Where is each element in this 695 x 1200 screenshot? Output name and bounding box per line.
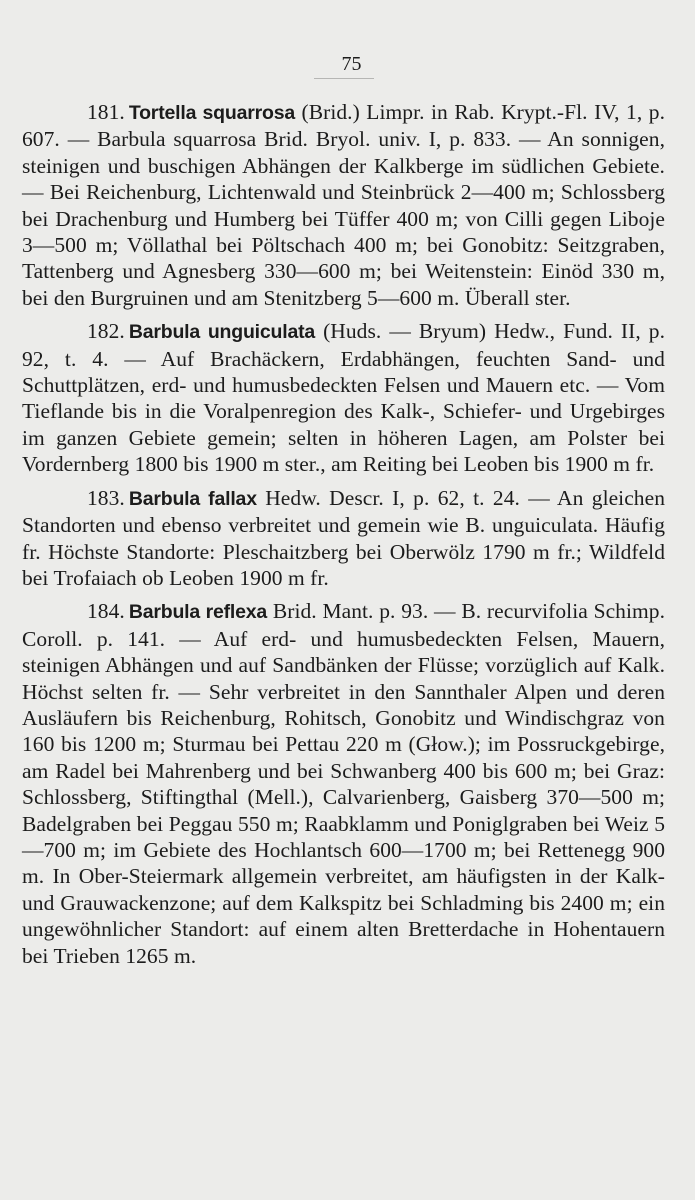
entry-text: Brid. Mant. p. 93. — B. recurvifolia Schimp. Coroll. p. 141. — Auf erd- und humusbedeckten Felsen, Mauern, steinigen Abhängen und auf Sandbänken der Flüsse; vorzüglich auf Kalk. Höchst selten fr. — Sehr verbreitet in den Sannthaler Alpen und deren Ausläufern bis Reichenburg, Rohitsch, Gonobitz und Windischgraz von 160 bis 1200 m; Sturmau bei Pettau 220 m (Głow.); im Possruckgebirge, am Radel bei Mahrenberg und bei Schwanberg 400 bis 600 m; bei Graz: Schlossberg, Stiftingthal (Mell.), Calvarienberg, Gaisberg 370—500 m; Badelgraben bei Peggau 550 m; Raabklamm und Poniglgraben bei Weiz 5—700 m; im Gebiete des Hochlantsch 600—1700 m; bei Rettenegg 900 m. In Ober-Steiermark allgemein verbreitet, am häufigsten in der Kalk- und Grauwackenzone; auf dem Kalkspitz bei Schladming bis 2400 m; ein ungewöhnlicher Standort: auf einem alten Bretterdache in Hohentauern bei Trieben 1265 m. xyxy=(22,599,665,968)
species-entry-182 xyxy=(22,318,665,477)
species-entry-181 xyxy=(22,99,665,311)
entry-number: 181. xyxy=(87,100,125,124)
entry-text: (Brid.) Limpr. in Rab. Krypt.-Fl. IV, 1, p. 607. — Barbula squarrosa Brid. Bryol. univ. I, p. 833. — An sonnigen, steinigen und buschigen Abhängen der Kalkberge im südlichen Gebiete. — Bei Reichenburg, Lichtenwald und Steinbrück 2—400 m; Schlossberg bei Drachenburg und Humberg bei Tüffer 400 m; von Cilli gegen Liboje 3—500 m; Völlathal bei Pöltschach 400 m; bei Gonobitz: Seitzgraben, Tattenberg und Agnesberg 330—600 m; bei Weitenstein: Einöd 330 m, bei den Burgruinen und am Stenitzberg 5—600 m. Überall ster. xyxy=(22,100,665,310)
entry-number: 184. xyxy=(87,599,125,624)
species-name: Tortella squarrosa xyxy=(128,102,296,124)
page-number: 75 xyxy=(341,53,362,75)
entry-number: 182. xyxy=(87,319,125,344)
entry-text: Hedw. Descr. I, p. 62, t. 24. — An gleichen Standorten und ebenso verbreitet und gemein wie B. unguiculata. Häufig fr. Höchste Standorte: Pleschaitzberg bei Oberwölz 1790 m fr.; Wildfeld bei Trofaiach ob Leoben 1900 m fr. xyxy=(22,485,665,590)
entry-text: (Huds. — Bryum) Hedw., Fund. II, p. 92, t. 4. — Auf Brachäckern, Erdabhängen, feuchten Sand- und Schuttplätzen, erd- und humusbedeckten Felsen und Mauern etc. — Vom Tieflande bis in die Voralpenregion des Kalk-, Schiefer- und Urgebirges im ganzen Gebiete gemein; selten in höheren Lagen, am Polster bei Vordernberg 1800 bis 1900 m ster., am Reiting bei Leoben bis 1900 m fr. xyxy=(22,319,666,477)
species-entry-184 xyxy=(22,598,665,969)
species-entry-183 xyxy=(22,485,665,592)
species-name: Barbula unguiculata xyxy=(128,321,316,344)
header-rule xyxy=(314,78,374,79)
entry-number: 183. xyxy=(87,485,125,510)
species-name: Barbula reflexa xyxy=(128,601,268,624)
species-name: Barbula fallax xyxy=(128,487,257,510)
